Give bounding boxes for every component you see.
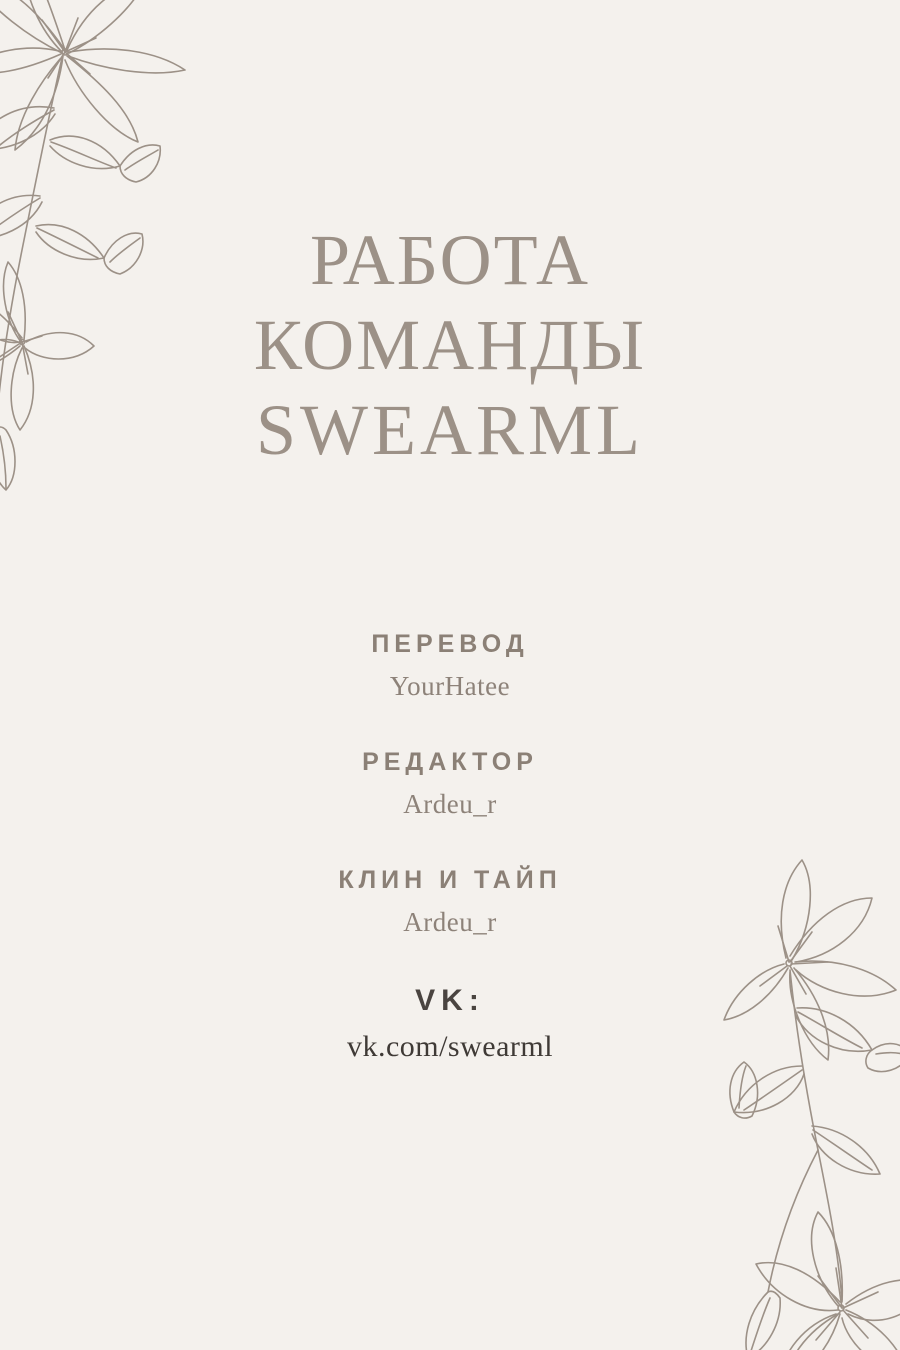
credit-name-clean-type: Ardeu_r	[403, 907, 497, 937]
credit-item-clean-type	[0, 866, 900, 938]
credit-name-translation: YourHatee	[389, 671, 511, 701]
credit-role-translation: ПЕРЕВОД	[371, 630, 529, 658]
vk-link[interactable]: vk.com/swearml	[346, 1030, 554, 1063]
vk-block	[0, 984, 900, 1064]
credits-list	[0, 630, 900, 1064]
credit-name-editor: Ardeu_r	[403, 789, 497, 819]
title-line-1: РАБОТА	[309, 220, 591, 300]
title-line-2: КОМАНДЫ	[253, 304, 647, 385]
credit-item-translation	[0, 630, 900, 702]
vk-label: VK:	[415, 984, 485, 1017]
credit-role-clean-type: КЛИН И ТАЙП	[338, 866, 562, 894]
title-line-3: SWEARML	[256, 389, 644, 470]
credit-role-editor: РЕДАКТОР	[362, 748, 538, 776]
credit-item-editor	[0, 748, 900, 820]
page-title	[0, 218, 900, 473]
